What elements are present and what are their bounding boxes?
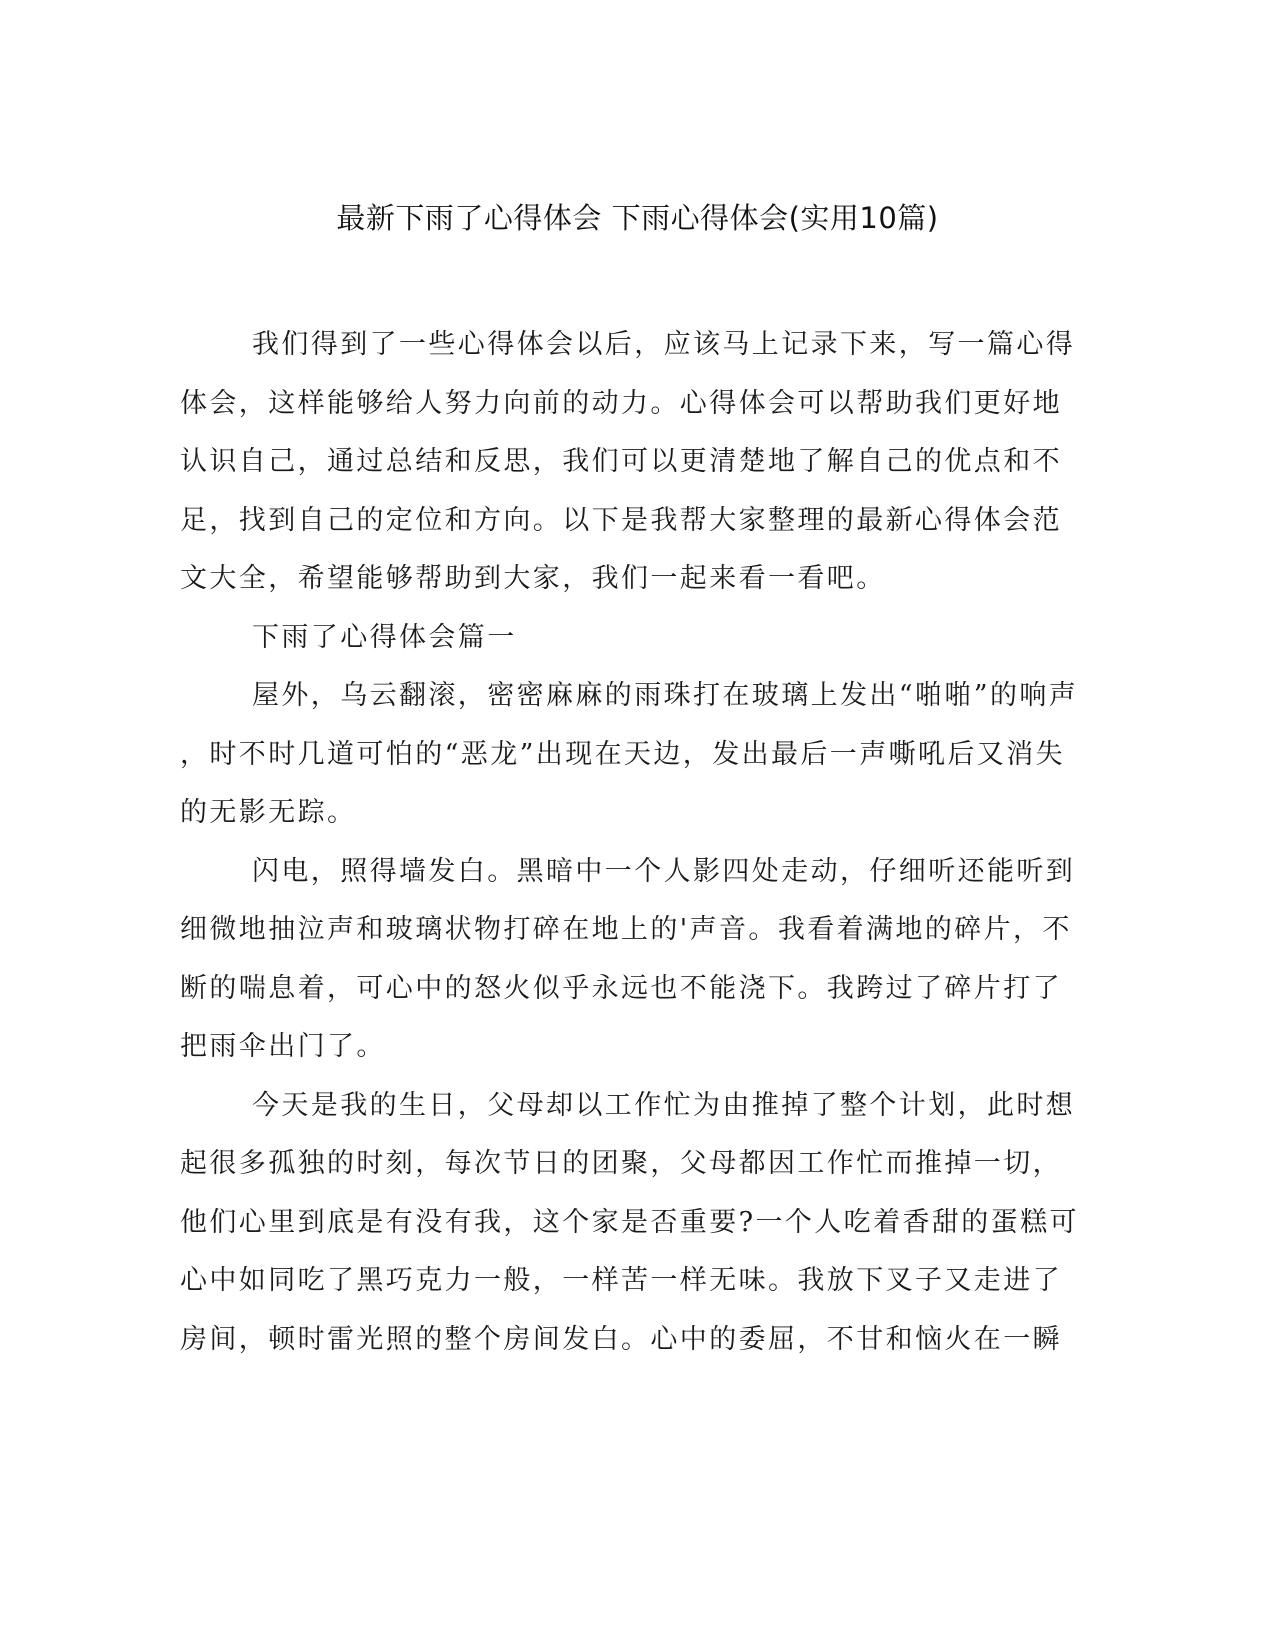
document-body — [180, 316, 1079, 1369]
paragraph-3-line-4: 心中如同吃了黑巧克力一般，一样苦一样无味。我放下叉子又走进了 — [180, 1265, 1062, 1296]
paragraph-1-line-3: 的无影无踪。 — [180, 797, 357, 828]
paragraph-3-line-1: 今天是我的生日，父母却以工作忙为由推掉了整个计划，此时想 — [252, 1089, 1076, 1121]
paragraph-2-line-2: 细微地抽泣声和玻璃状物打碎在地上的'声音。我看着满地的碎片，不 — [180, 914, 1072, 945]
paragraph-2-line-1: 闪电，照得墙发白。黑暗中一个人影四处走动，仔细听还能听到 — [252, 855, 1076, 887]
paragraph-2-line-3: 断的喘息着，可心中的怒火似乎永远也不能浇下。我跨过了碎片打了 — [180, 972, 1062, 1004]
paragraph-1-line-1: 屋外，乌云翻滚，密密麻麻的雨珠打在玻璃上发出“啪啪”的响声 — [252, 680, 1079, 711]
document-title: 最新下雨了心得体会 下雨心得体会(实用10篇) — [336, 201, 939, 235]
intro-line-1: 我们得到了一些心得体会以后，应该马上记录下来，写一篇心得 — [252, 329, 1076, 360]
intro-line-2: 体会，这样能够给人努力向前的动力。心得体会可以帮助我们更好地 — [180, 387, 1062, 419]
paragraph-1-line-2: ，时不时几道可怕的“恶龙”出现在天边，发出最后一声嘶吼后又消失 — [180, 738, 1066, 770]
intro-line-5: 文大全，希望能够帮助到大家，我们一起来看一看吧。 — [180, 563, 886, 594]
paragraph-2-line-4: 把雨伞出门了。 — [180, 1031, 386, 1062]
section-heading: 下雨了心得体会篇一 — [252, 621, 517, 653]
paragraph-3-line-2: 起很多孤独的时刻，每次节日的团聚，父母都因工作忙而推掉一切， — [180, 1148, 1062, 1179]
paragraph-3-line-5: 房间，顿时雷光照的整个房间发白。心中的委屈，不甘和恼火在一瞬 — [180, 1323, 1062, 1355]
intro-line-4: 足，找到自己的定位和方向。以下是我帮大家整理的最新心得体会范 — [180, 504, 1062, 536]
intro-line-3: 认识自己，通过总结和反思，我们可以更清楚地了解自己的优点和不 — [180, 446, 1062, 477]
paragraph-3-line-3: 他们心里到底是有没有我，这个家是否重要?一个人吃着香甜的蛋糕可 — [180, 1206, 1079, 1238]
